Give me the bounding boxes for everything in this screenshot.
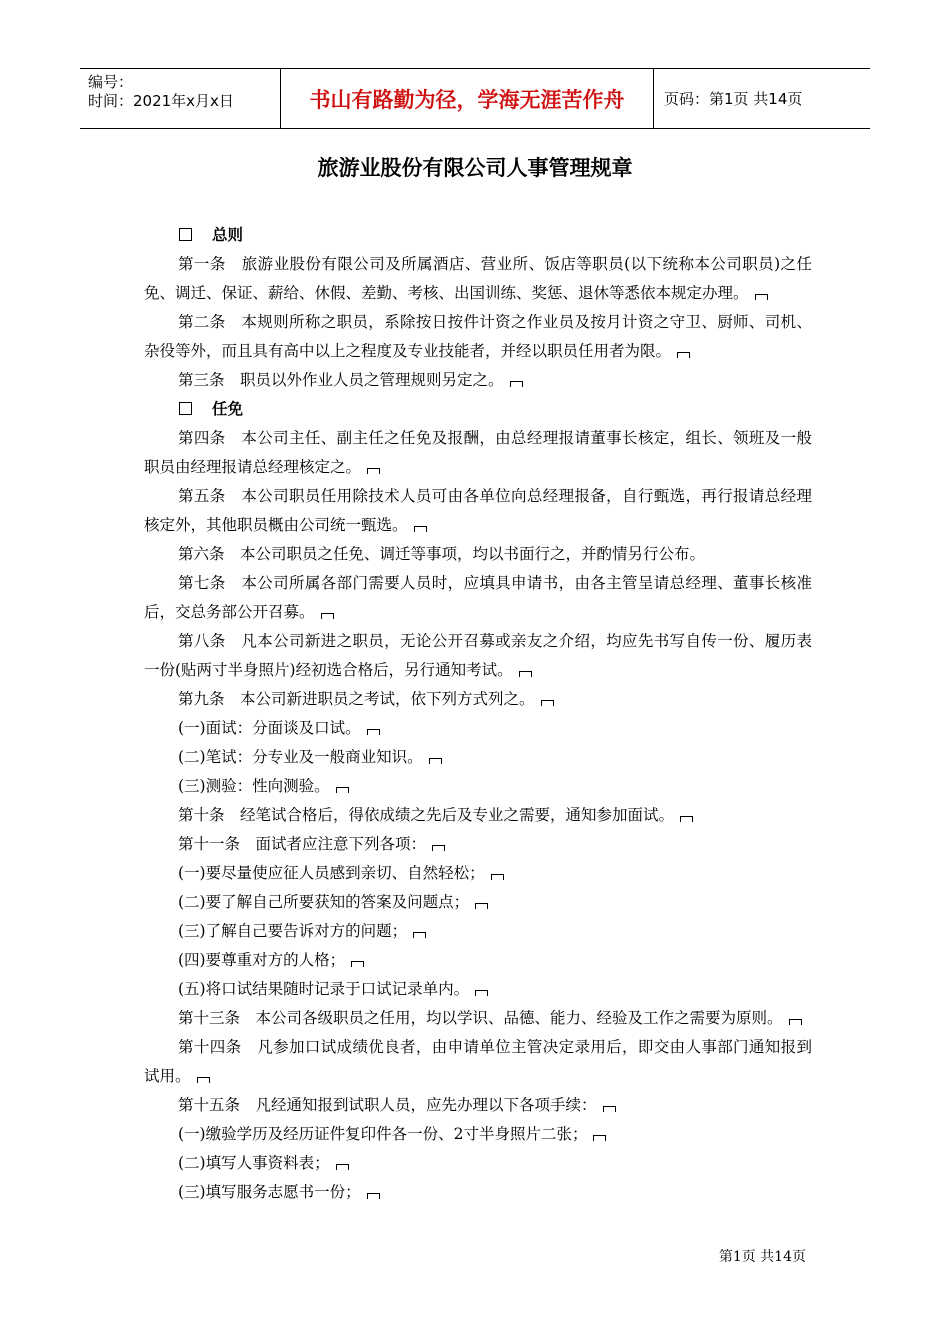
list-item: (一)面试：分面谈及口试。 [144,714,812,743]
list-item: (一)要尽量使应征人员感到亲切、自然轻松； [144,859,812,888]
paragraph-mark-icon [475,903,488,909]
number-label: 编号： [88,73,134,91]
header-page-info: 页码：第1页 共14页 [664,90,803,108]
paragraph: 第九条 本公司新进职员之考试，依下列方式列之。 [144,685,812,714]
paragraph-mark-icon [789,1019,802,1025]
paragraph: 第六条 本公司职员之任免、调迁等事项，均以书面行之，并酌情另行公布。 [178,545,706,563]
page-header [80,68,870,129]
paragraph: 第十五条 凡经通知报到试职人员，应先办理以下各项手续： [144,1091,812,1120]
date-line: 时间：2021年x月x日 [88,92,234,110]
paragraph-mark-icon [519,671,532,677]
paragraph-mark-icon [367,729,380,735]
paragraph-mark-icon [755,294,768,300]
paragraph-mark-icon [603,1106,616,1112]
document-title: 旅游业股份有限公司人事管理规章 [317,156,633,180]
list-item: (二)笔试：分专业及一般商业知识。 [144,743,812,772]
list-item: (四)要尊重对方的人格； [144,946,812,975]
list-item: (三)了解自己要告诉对方的问题； [144,917,812,946]
paragraph-mark-icon [367,468,380,474]
list-item: (三)测验：性向测验。 [144,772,812,801]
paragraph-mark-icon [321,613,334,619]
paragraph: 第一条 旅游业股份有限公司及所属酒店、营业所、饭店等职员(以下统称本公司职员)之任免、调迁、保证、薪给、休假、差勤、考核、出国训练、奖惩、退休等悉依本规定办理。 [144,255,812,302]
paragraph: 第二条 本规则所称之职员，系除按日按件计资之作业员及按月计资之守卫、厨师、司机、杂役等外，而且具有高中以上之程度及专业技能者，并经以职员任用者为限。 [144,313,812,360]
paragraph: 第十一条 面试者应注意下列各项： [144,830,812,859]
paragraph-mark-icon [491,874,504,880]
header-info [80,69,281,128]
paragraph-mark-icon [197,1077,210,1083]
paragraph-mark-icon [367,1193,380,1199]
paragraph-mark-icon [432,845,445,851]
document-body [144,221,812,1207]
list-item: (五)将口试结果随时记录于口试记录单内。 [144,975,812,1004]
paragraph-mark-icon [414,526,427,532]
header-motto: 书山有路勤为径，学海无涯苦作舟 [281,69,654,128]
paragraph: 第十条 经笔试合格后，得依成绩之先后及专业之需要，通知参加面试。 [144,801,812,830]
checkbox-square-icon [179,402,192,415]
page-footer: 第1页 共14页 [718,1249,806,1265]
paragraph-mark-icon [336,787,349,793]
paragraph: 第十四条 凡参加口试成绩优良者，由申请单位主管决定录用后，即交由人事部门通知报到试用。 [144,1038,812,1085]
paragraph-mark-icon [429,758,442,764]
paragraph: 第五条 本公司职员任用除技术人员可由各单位向总经理报备，自行甄选，再行报请总经理核定外，其他职员概由公司统一甄选。 [144,487,812,534]
paragraph-mark-icon [351,961,364,967]
section-title: 任免 [212,400,244,418]
paragraph: 第七条 本公司所属各部门需要人员时，应填具申请书，由各主管呈请总经理、董事长核准后，交总务部公开召募。 [144,574,812,621]
list-item: (三)填写服务志愿书一份； [144,1178,812,1207]
paragraph: 第八条 凡本公司新进之职员，无论公开召募或亲友之介绍，均应先书写自传一份、履历表一份(贴两寸半身照片)经初选合格后，另行通知考试。 [144,632,812,679]
paragraph-mark-icon [336,1164,349,1170]
list-item: (一)缴验学历及经历证件复印件各一份、2寸半身照片二张； [144,1120,812,1149]
paragraph-mark-icon [677,352,690,358]
paragraph-mark-icon [475,990,488,996]
paragraph-mark-icon [680,816,693,822]
list-item: (二)填写人事资料表； [144,1149,812,1178]
paragraph: 第三条 职员以外作业人员之管理规则另定之。 [144,366,812,395]
paragraph-mark-icon [413,932,426,938]
checkbox-square-icon [179,228,192,241]
section-heading [144,395,812,424]
paragraph: 第四条 本公司主任、副主任之任免及报酬，由总经理报请董事长核定，组长、领班及一般职员由经理报请总经理核定之。 [144,429,812,476]
section-heading [144,221,812,250]
paragraph-mark-icon [510,381,523,387]
paragraph-mark-icon [593,1135,606,1141]
paragraph-mark-icon [541,700,554,706]
section-title: 总则 [212,226,244,244]
list-item: (二)要了解自己所要获知的答案及问题点； [144,888,812,917]
paragraph: 第十三条 本公司各级职员之任用，均以学识、品德、能力、经验及工作之需要为原则。 [144,1004,812,1033]
